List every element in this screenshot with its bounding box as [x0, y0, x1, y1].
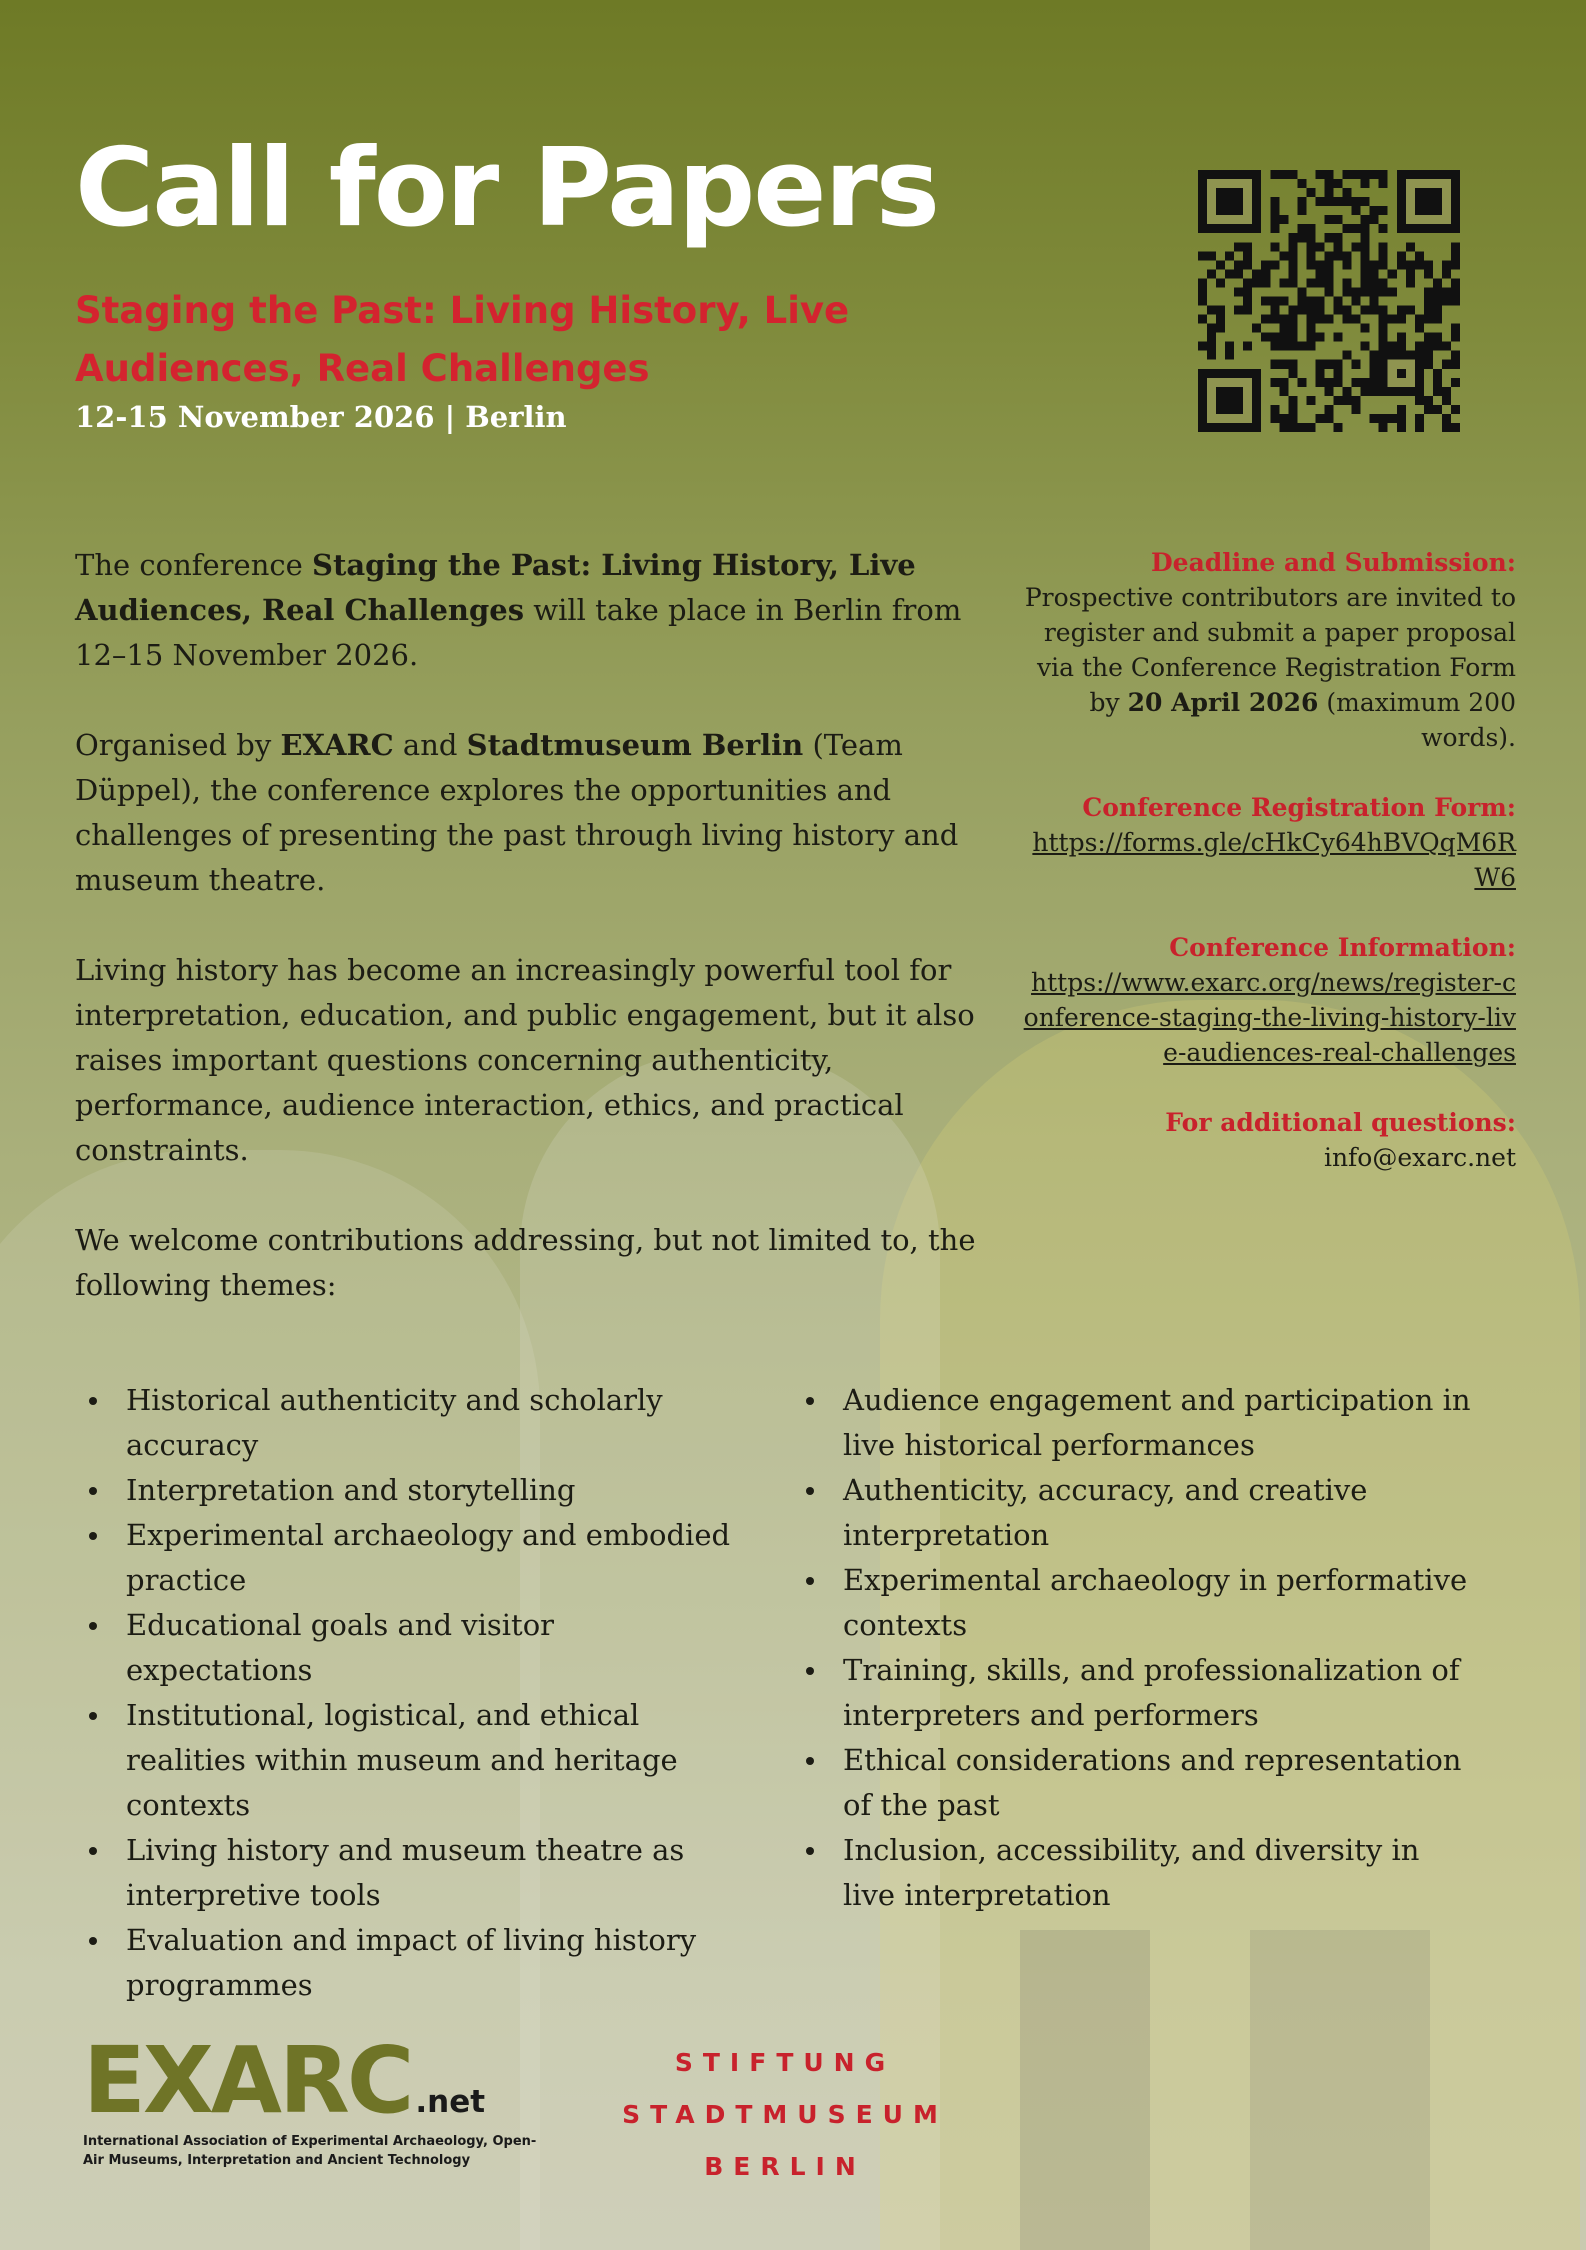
organiser-exarc: EXARC: [280, 728, 394, 762]
registration-block: [1020, 790, 1516, 895]
intro-text-fragment: will take place in Berlin from 12–15 November 2026.: [75, 593, 962, 672]
info-block: [1020, 930, 1516, 1070]
deadline-heading: Deadline and Submission:: [1151, 548, 1516, 577]
intro-paragraph-3: Living history has become an increasingly powerful tool for interpretation, education, and public engagement, but it also raises important questions concerning authenticity, performance, audience interaction, ethics, and practical constraints.: [75, 953, 975, 1167]
list-item: Interpretation and storytelling: [75, 1468, 735, 1513]
page-title: Call for Papers: [75, 126, 939, 251]
stiftung-line-1: STIFTUNG: [674, 2048, 896, 2077]
qr-code-icon[interactable]: [1198, 170, 1460, 432]
conference-dateline: 12-15 November 2026 | Berlin: [75, 400, 567, 434]
exarc-logo: [83, 2027, 553, 2170]
list-item: Institutional, logistical, and ethical realities within museum and heritage contexts: [75, 1693, 735, 1828]
intro-paragraph-2: [75, 723, 1005, 903]
questions-heading: For additional questions:: [1165, 1108, 1516, 1137]
questions-email[interactable]: info@exarc.net: [1323, 1143, 1516, 1172]
conference-name: Staging the Past: Living History, Live Audiences, Real Challenges: [75, 548, 916, 627]
intro-paragraph-4: We welcome contributions addressing, but not limited to, the following themes:: [75, 1223, 976, 1302]
intro-text: [75, 543, 1005, 1353]
organiser-stadtmuseum: Stadtmuseum Berlin: [466, 728, 804, 762]
exarc-net-suffix: .net: [415, 2084, 486, 2120]
themes-list-left: [75, 1378, 735, 2008]
list-item: Audience engagement and participation in live historical performances: [792, 1378, 1472, 1468]
deadline-text: Prospective contributors are invited to register and submit a paper proposal via the Conference Registration Form by: [1024, 583, 1516, 717]
themes-list-right: [792, 1378, 1472, 1918]
background-leg-left: [1020, 1930, 1150, 2250]
exarc-wordmark: EXARC: [83, 2027, 412, 2134]
submission-sidebar: [1020, 545, 1516, 1210]
list-item: Experimental archaeology in performative contexts: [792, 1558, 1472, 1648]
registration-heading: Conference Registration Form:: [1082, 793, 1516, 822]
list-item: Ethical considerations and representation of the past: [792, 1738, 1472, 1828]
list-item: Living history and museum theatre as interpretive tools: [75, 1828, 735, 1918]
intro-text-fragment: (Team Düppel), the conference explores the opportunities and challenges of presenting the past through living history and museum theatre.: [75, 728, 959, 897]
list-item: Historical authenticity and scholarly accuracy: [75, 1378, 735, 1468]
intro-text-fragment: Organised by: [75, 728, 281, 762]
intro-text-fragment: The conference: [75, 548, 312, 582]
questions-block: [1020, 1105, 1516, 1175]
stiftung-line-3: BERLIN: [704, 2152, 866, 2181]
stiftung-line-2: STADTMUSEUM: [622, 2100, 948, 2129]
deadline-date: 20 April 2026: [1127, 688, 1319, 717]
registration-link[interactable]: https://forms.gle/cHkCy64hBVQqM6RW6: [1032, 828, 1516, 892]
deadline-block: [1020, 545, 1516, 755]
qr-code-graphic: [1198, 170, 1460, 432]
deadline-text: (maximum 200 words).: [1318, 688, 1516, 752]
stadtmuseum-logo: [590, 2037, 970, 2193]
background-leg-right: [1250, 1930, 1430, 2250]
info-link[interactable]: https://www.exarc.org/news/register-conference-staging-the-living-history-live-audiences-real-challenges: [1023, 968, 1516, 1067]
intro-text-fragment: and: [393, 728, 467, 762]
conference-subtitle: Staging the Past: Living History, Live Audiences, Real Challenges: [75, 289, 850, 390]
list-item: Authenticity, accuracy, and creative interpretation: [792, 1468, 1472, 1558]
info-heading: Conference Information:: [1169, 933, 1516, 962]
list-item: Evaluation and impact of living history programmes: [75, 1918, 735, 2008]
list-item: Inclusion, accessibility, and diversity in live interpretation: [792, 1828, 1472, 1918]
list-item: Training, skills, and professionalization of interpreters and performers: [792, 1648, 1472, 1738]
list-item: Educational goals and visitor expectations: [75, 1603, 735, 1693]
list-item: Experimental archaeology and embodied practice: [75, 1513, 735, 1603]
intro-paragraph-1: [75, 543, 1005, 678]
exarc-description: International Association of Experimental Archaeology, Open-Air Museums, Interpretation and Ancient Technology: [83, 2134, 537, 2168]
